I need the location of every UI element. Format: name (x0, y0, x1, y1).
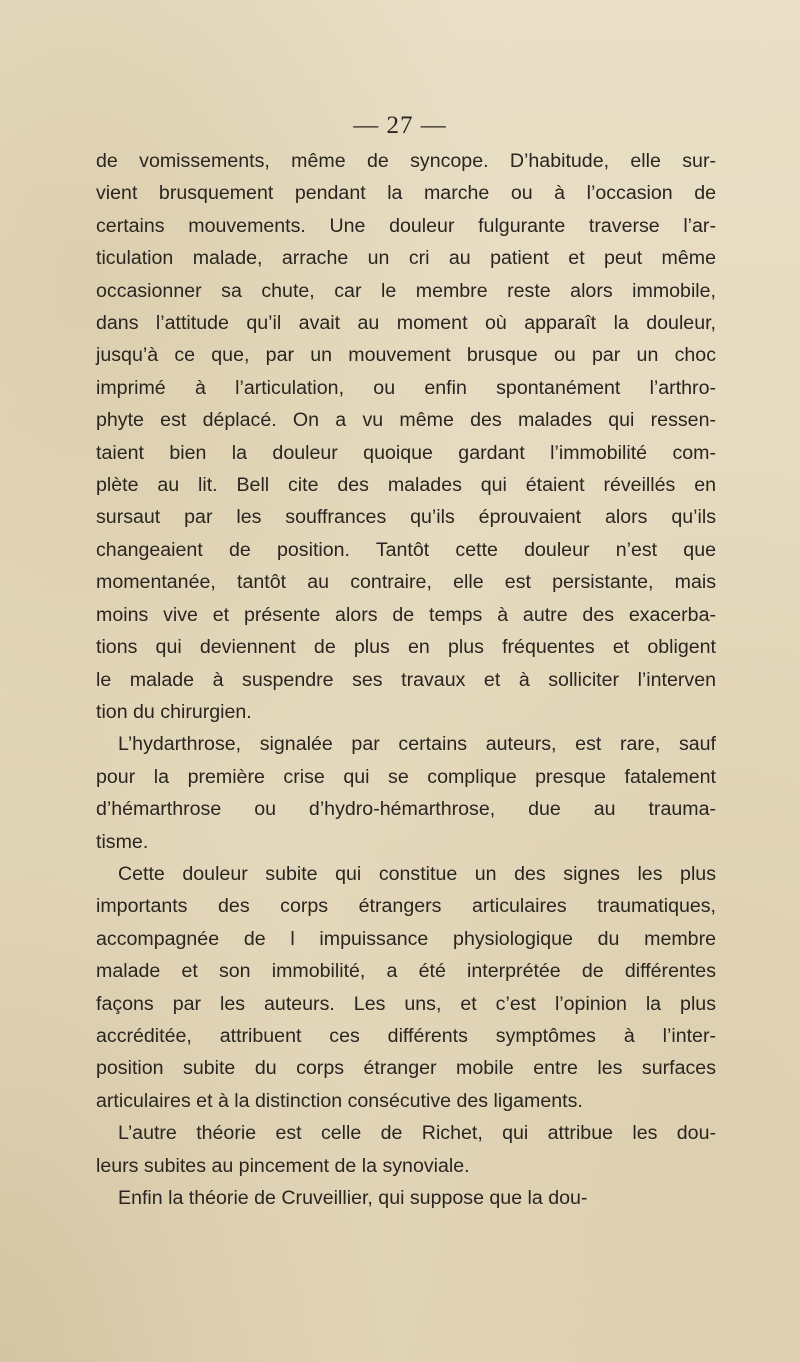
paragraph (96, 1182, 716, 1214)
text-line: tisme. (96, 830, 149, 853)
text-line: position subite du corps étranger mobile entre les surfaces (96, 1057, 716, 1080)
body-text (96, 145, 716, 1214)
text-line: Cette douleur subite qui constitue un des signes les plus (118, 862, 716, 885)
text-line: vient brusquement pendant la marche ou à l’occasion de (96, 182, 716, 205)
paragraph (96, 858, 716, 1117)
text-line: imprimé à l’articulation, ou enfin spontanément l’arthro- (96, 376, 716, 399)
text-line: L’hydarthrose, signalée par certains auteurs, est rare, sauf (118, 733, 716, 756)
text-line: ticulation malade, arrache un cri au patient et peut même (96, 247, 716, 270)
text-line: sursaut par les souffrances qu’ils éprouvaient alors qu’ils (96, 506, 716, 529)
text-line: momentanée, tantôt au contraire, elle est persistante, mais (96, 571, 716, 594)
paragraph (96, 145, 716, 728)
text-line: accréditée, attribuent ces différents symptômes à l’inter- (96, 1024, 716, 1047)
text-line: jusqu’à ce que, par un mouvement brusque ou par un choc (96, 344, 716, 367)
paragraph (96, 1117, 716, 1182)
text-line: articulaires et à la distinction consécutive des ligaments. (96, 1089, 583, 1112)
text-line: occasionner sa chute, car le membre reste alors immobile, (96, 279, 716, 302)
text-line: L’autre théorie est celle de Richet, qui attribue les dou- (118, 1122, 716, 1145)
text-line: pour la première crise qui se complique presque fatalement (96, 765, 716, 788)
text-line: leurs subites au pincement de la synoviale. (96, 1154, 470, 1177)
paragraph (96, 728, 716, 858)
page-number: — 27 — (353, 112, 447, 139)
text-line: changeaient de position. Tantôt cette douleur n’est que (96, 538, 716, 561)
text-line: le malade à suspendre ses travaux et à solliciter l’interven (96, 668, 716, 691)
text-line: dans l’attitude qu’il avait au moment où apparaît la douleur, (96, 312, 716, 335)
text-line: accompagnée de l impuissance physiologique du membre (96, 927, 716, 950)
text-line: façons par les auteurs. Les uns, et c’est l’opinion la plus (96, 992, 716, 1015)
text-line: plète au lit. Bell cite des malades qui étaient réveillés en (96, 474, 716, 497)
text-line: tions qui deviennent de plus en plus fréquentes et obligent (96, 636, 716, 659)
text-line: certains mouvements. Une douleur fulgurante traverse l’ar- (96, 214, 716, 237)
text-line: de vomissements, même de syncope. D’habitude, elle sur- (96, 150, 716, 172)
text-line: tion du chirurgien. (96, 700, 252, 723)
text-line: malade et son immobilité, a été interprétée de différentes (96, 960, 716, 983)
text-line: taient bien la douleur quoique gardant l’immobilité com- (96, 441, 716, 464)
text-line: phyte est déplacé. On a vu même des malades qui ressen- (96, 409, 716, 432)
text-line: moins vive et présente alors de temps à autre des exacerba- (96, 603, 716, 626)
text-line: Enfin la théorie de Cruveillier, qui suppose que la dou- (118, 1187, 588, 1209)
text-line: d’hémarthrose ou d’hydro-hémarthrose, due au trauma- (96, 798, 716, 821)
text-line: importants des corps étrangers articulaires traumatiques, (96, 895, 716, 918)
